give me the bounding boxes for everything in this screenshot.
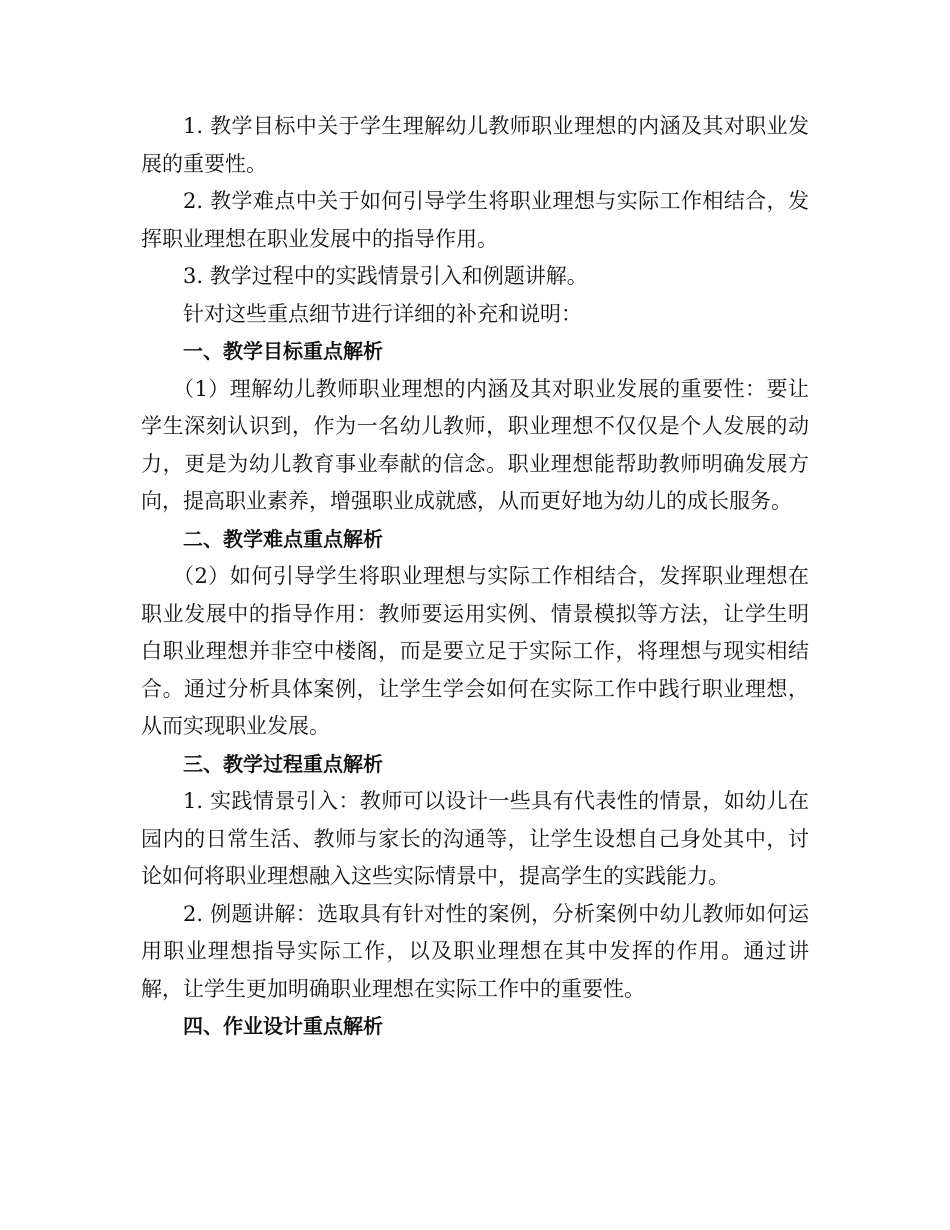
document-body	[141, 108, 809, 1046]
section-heading-homework: 四、作业设计重点解析	[183, 1014, 383, 1038]
process-item-scenario: 1. 实践情景引入：教师可以设计一些具有代表性的情景，如幼儿在园内的日常生活、教师与家长的沟通等，让学生设想自己身处其中，讨论如何将职业理想融入这些实际情景中，提高学生的实践能力。	[141, 789, 809, 888]
intro-paragraph: 针对这些重点细节进行详细的补充和说明：	[183, 301, 582, 326]
objectives-analysis-paragraph: （1）理解幼儿教师职业理想的内涵及其对职业发展的重要性：要让学生深刻认识到，作为一名幼儿教师，职业理想不仅仅是个人发展的动力，更是为幼儿教育事业奉献的信念。职业理想能帮助教师明确发展方向，提高职业素养，增强职业成就感，从而更好地为幼儿的成长服务。	[141, 376, 809, 513]
process-item-examples: 2. 例题讲解：选取具有针对性的案例，分析案例中幼儿教师如何运用职业理想指导实际工作，以及职业理想在其中发挥的作用。通过讲解，让学生更加明确职业理想在实际工作中的重要性。	[141, 901, 809, 1001]
section-heading-process: 三、教学过程重点解析	[183, 751, 383, 776]
objective-point-1: 1. 教学目标中关于学生理解幼儿教师职业理想的内涵及其对职业发展的重要性。	[141, 114, 809, 176]
difficulty-point-2: 2. 教学难点中关于如何引导学生将职业理想与实际工作相结合，发挥职业理想在职业发展中的指导作用。	[141, 189, 809, 251]
process-point-3: 3. 教学过程中的实践情景引入和例题讲解。	[183, 264, 588, 288]
section-heading-objectives: 一、教学目标重点解析	[183, 339, 383, 363]
difficulties-analysis-paragraph: （2）如何引导学生将职业理想与实际工作相结合，发挥职业理想在职业发展中的指导作用：教师要运用实例、情景模拟等方法，让学生明白职业理想并非空中楼阁，而是要立足于实际工作，将理想与现实相结合。通过分析具体案例，让学生学会如何在实际工作中践行职业理想，从而实现职业发展。	[141, 564, 809, 738]
section-heading-difficulties: 二、教学难点重点解析	[183, 526, 383, 551]
